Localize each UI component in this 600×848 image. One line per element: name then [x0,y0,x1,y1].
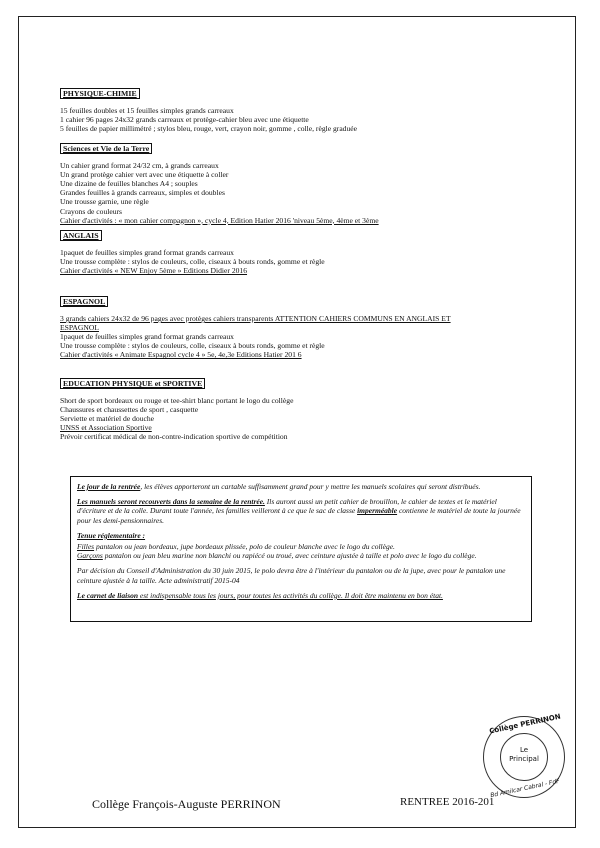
stamp-text: Le [519,746,529,754]
list-item: Grandes feuilles à grands carreaux, simples et doubles [60,188,225,198]
notice-paragraph [77,497,525,525]
list-item: 15 feuilles doubles et 15 feuilles simples grands carreaux [60,106,234,116]
section-anglais [60,230,530,275]
footer-school-name: Collège François-Auguste PERRINON [92,797,281,811]
list-item: 5 feuilles de papier millimétré ; stylos bleu, rouge, vert, crayon noir, gomme , colle, règle graduée [60,124,358,134]
list-item: 1 cahier 96 pages 24x32 grands carreaux et protège-cahier bleu avec une étiquette [60,115,309,125]
notice-paragraph [77,566,525,584]
notice-text: Par décision du Conseil d'Administration du 30 juin 2015, le polo devra être à l'intérieur du pantalon ou de la jupe, avec pour le pantalon une ceinture ajustée à la taille. Acte administratif 2015-04 [77,566,506,585]
list-item: Crayons de couleurs [60,206,122,216]
notice-text: , les élèves apporteront un cartable suffisamment grand pour y mettre les manuels scolaires qui seront distribués. [140,482,481,491]
list-item: ESPAGNOL [60,323,99,333]
section-title: ANGLAIS [60,230,102,241]
filles-label: Filles [77,542,95,552]
list-item: Serviette et matériel de douche [60,414,155,424]
stamp-inner-circle [500,733,548,781]
list-item: Chaussures et chaussettes de sport , casquette [60,405,199,415]
rentree-notice-box [70,476,532,622]
section-title: PHYSIQUE-CHIMIE [60,88,140,99]
list-item: Un cahier grand format 24/32 cm, à grands carreaux [60,161,219,171]
notice-text: est indispensable tous les jours, pour toutes les activités du collège. Il doit être maintenu en bon état. [138,590,443,600]
section-title: EDUCATION PHYSIQUE et SPORTIVE [60,378,205,389]
list-item: Prévoir certificat médical de non-contre-indication sportive de compétition [60,432,288,442]
list-item: Cahier d'activités « NEW Enjoy 5ème » Editions Didier 2016 [60,266,248,276]
stamp-top-text: Collège PERRINON [488,712,562,736]
notice-emphasis: imperméable [357,506,398,516]
garcons-label: Garçons [77,551,103,561]
list-item: Un grand protège cahier vert avec une étiquette à coller [60,170,229,180]
notice-paragraph [77,531,525,540]
stamp-bottom-text: Bd Amilcar Cabral - FdF [489,777,561,800]
notice-paragraph [77,551,525,560]
notice-text: Ils auront aussi un petit cahier de brouillon, le cahier de textes et le matériel d'écriture et de la colle. Durant toute l'année, les familles veilleront à ce que le sac de classe [77,497,497,516]
section-espagnol [60,296,530,360]
list-item: Une dizaine de feuilles blanches A4 ; souples [60,179,198,189]
footer-year: RENTREE 2016-201 [400,796,495,808]
section-eps [60,378,530,442]
section-physique-chimie [60,88,530,133]
notice-text: pantalon ou jean bleu marine non blanchi ou rapiécé ou troué, avec ceinture ajustée à taille et polo avec le logo du collège. [102,551,477,561]
list-item: Cahier d'activités « Animate Espagnol cycle 4 » 5e, 4e,3e Editions Hatier 201 6 [60,350,302,360]
list-item: Une trousse complète : stylos de couleurs, colle, ciseaux à bouts ronds, gomme et règle [60,341,325,351]
list-item: Une trousse complète : stylos de couleurs, colle, ciseaux à bouts ronds, gomme et règle [60,257,325,267]
carnet-lead: Le carnet de liaison [77,590,139,600]
list-item: UNSS et Association Sportive [60,423,152,433]
list-item: Une trousse garnie, une règle [60,197,149,207]
principal-stamp [483,712,565,800]
section-title: Sciences et Vie de la Terre [60,143,152,154]
tenue-title: Tenue réglementaire : [77,530,146,540]
stamp-text: Principal [509,755,539,763]
notice-lead: Le jour de la rentrée [77,482,141,491]
list-item: 1paquet de feuilles simples grand format grands carreaux [60,248,234,258]
list-item: 3 grands cahiers 24x32 de 96 pages avec protèges cahiers transparents ATTENTION CAHIERS COMMUNS EN ANGLAIS ET [60,314,451,324]
section-svt [60,143,530,225]
list-item: 1paquet de feuilles simples grand format grands carreaux [60,332,234,342]
notice-paragraph [77,482,525,491]
notice-lead: Les manuels seront recouverts dans la semaine de la rentrée. [77,497,265,507]
notice-text: pantalon ou jean bordeaux, jupe bordeaux plissée, polo de couleur blanche avec le logo du collège. [94,542,395,552]
notice-text: contienne le matériel de toute la journée pour les demi-pensionnaires. [77,506,521,525]
notice-paragraph [77,591,525,600]
list-item: Short de sport bordeaux ou rouge et tee-shirt blanc portant le logo du collège [60,396,294,406]
list-item: Cahier d'activités : « mon cahier compagnon », cycle 4, Edition Hatier 2016 'niveau 5ème, 4ème et 3ème [60,215,379,225]
section-title: ESPAGNOL [60,296,108,307]
notice-paragraph [77,542,525,551]
